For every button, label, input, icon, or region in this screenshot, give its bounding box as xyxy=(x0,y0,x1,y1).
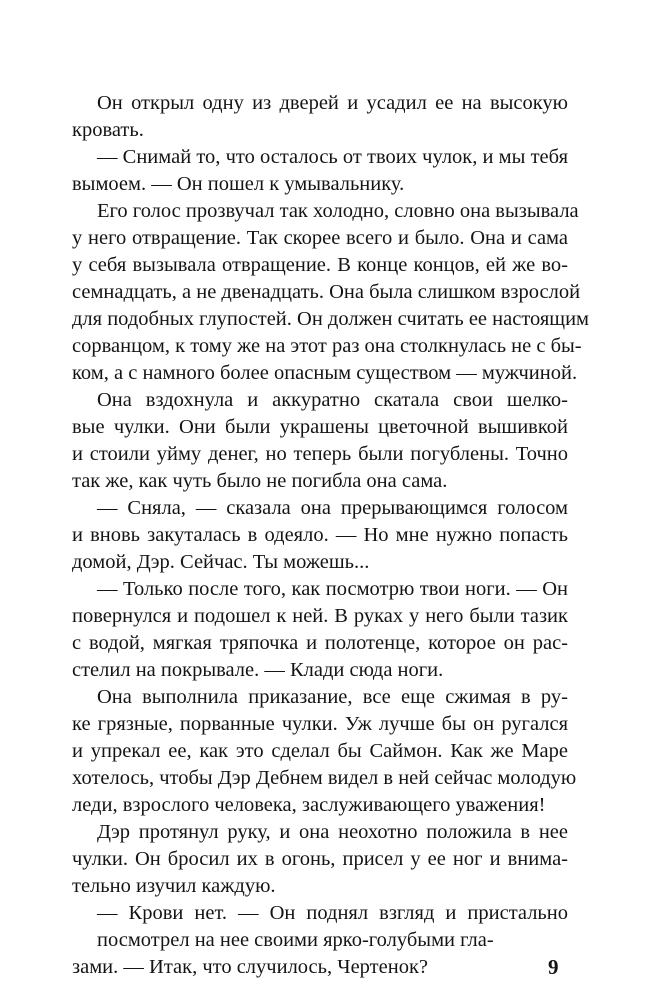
text-line: Она вздохнула и аккуратно скатала свои шелко- xyxy=(97,389,568,411)
text-line: Он открыл одну из дверей и усадил ее на высокую xyxy=(97,92,568,114)
text-line: кровать. xyxy=(72,119,144,141)
page-number: 9 xyxy=(548,955,559,979)
text-line: стелил на покрывале. — Клади сюда ноги. xyxy=(72,659,444,681)
text-line: Она выполнила приказание, все еще сжимая в ру- xyxy=(97,686,568,708)
text-line: — Снимай то, что осталось от твоих чулок, и мы тебя xyxy=(97,146,568,168)
text-line: у него отвращение. Так скорее всего и было. Она и сама xyxy=(72,227,568,249)
text-line: домой, Дэр. Сейчас. Ты можешь... xyxy=(72,551,370,573)
text-line: ком, а с намного более опасным существом — мужчиной. xyxy=(72,362,578,384)
text-line: зами. — Итак, что случилось, Чертенок? xyxy=(72,956,428,978)
text-line: и стоили уйму денег, но теперь были погублены. Точно xyxy=(72,443,568,465)
text-line: чулки. Он бросил их в огонь, присел у ее ног и внима- xyxy=(72,848,568,870)
text-line: вые чулки. Они были украшены цветочной вышивкой xyxy=(72,416,568,438)
text-line: — Крови нет. — Он поднял взгляд и пристально xyxy=(97,902,568,924)
text-line: Дэр протянул руку, и она неохотно положила в нее xyxy=(97,821,568,843)
text-line: семнадцать, а не двенадцать. Она была слишком взрослой xyxy=(72,281,581,303)
text-line: для подобных глупостей. Он должен считать ее настоящим xyxy=(72,308,590,330)
text-line: и упрекал ее, как это сделал бы Саймон. Как же Маре xyxy=(72,740,568,762)
text-line: — Только после того, как посмотрю твои ноги. — Он xyxy=(97,578,568,600)
text-line: ке грязные, порванные чулки. Уж лучше бы он ругался xyxy=(72,713,568,735)
text-line: леди, взрослого человека, заслуживающего уважения! xyxy=(72,794,546,816)
text-line: сорванцом, к тому же на этот раз она столкнулась не с бы- xyxy=(72,335,582,357)
text-line: с водой, мягкая тряпочка и полотенце, которое он рас- xyxy=(72,632,568,654)
text-line: тельно изучил каждую. xyxy=(72,875,276,897)
text-line: Его голос прозвучал так холодно, словно она вызывала xyxy=(97,200,579,222)
text-line: и вновь закуталась в одеяло. — Но мне нужно попасть xyxy=(72,524,568,546)
text-line: повернулся и подошел к ней. В руках у него были тазик xyxy=(72,605,568,627)
text-line: хотелось, чтобы Дэр Дебнем видел в ней сейчас молодую xyxy=(72,767,577,789)
text-line: так же, как чуть было не погибла она сама. xyxy=(72,470,448,492)
text-line: у себя вызывала отвращение. В конце концов, ей же во- xyxy=(72,254,568,276)
text-line: вымоем. — Он пошел к умывальнику. xyxy=(72,173,405,195)
text-line: посмотрел на нее своими ярко-голубыми гла- xyxy=(97,929,494,951)
text-line: — Сняла, — сказала она прерывающимся голосом xyxy=(97,497,568,519)
